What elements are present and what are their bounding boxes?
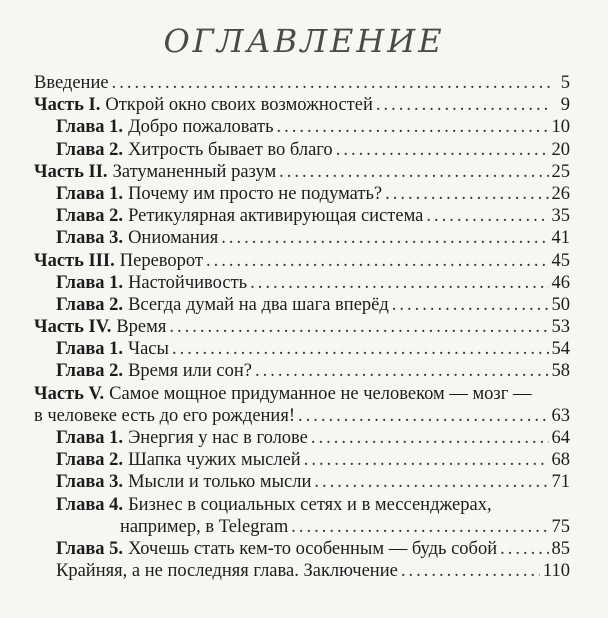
dot-leader xyxy=(172,338,549,360)
toc-entry-page: 63 xyxy=(551,405,570,426)
toc-entry-title: Добро пожаловать xyxy=(128,117,274,138)
toc-entry-title: Почему им просто не подумать? xyxy=(128,183,383,204)
dot-leader xyxy=(206,250,549,272)
toc-entry-page: 10 xyxy=(551,117,570,138)
dot-leader xyxy=(392,294,549,316)
toc-entry-title: Энергия у нас в голове xyxy=(128,428,308,448)
toc-entry-title: Мысли и только мысли xyxy=(128,472,312,493)
toc-entry-title: Самое мощное придуманное не человеком — мозг — xyxy=(109,383,532,404)
toc-entry xyxy=(34,116,570,138)
toc-entry-page: 75 xyxy=(551,516,570,537)
toc-entry-title: Всегда думай на два шага вперёд xyxy=(128,294,389,315)
toc-entry-page: 9 xyxy=(560,95,570,116)
toc-entry-label: Часть III. xyxy=(34,250,115,271)
dot-leader xyxy=(500,538,548,560)
toc-entry-title: Открой окно своих возможностей xyxy=(105,95,373,116)
toc-entry-title: Бизнес в социальных сетях и в мессенджерах, xyxy=(128,494,492,515)
dot-leader xyxy=(336,139,549,161)
toc-entry xyxy=(34,272,570,294)
dot-leader xyxy=(255,360,549,382)
toc-entry-label: Глава 1. xyxy=(56,339,124,360)
toc-entry-page: 71 xyxy=(551,472,570,493)
table-of-contents xyxy=(34,72,570,582)
dot-leader xyxy=(385,183,548,205)
toc-entry-label: Часть I. xyxy=(34,95,101,116)
toc-entry-page: 85 xyxy=(551,538,570,559)
toc-entry-title: Хочешь стать кем-то особенным — будь собой xyxy=(128,538,498,559)
toc-entry xyxy=(34,427,570,449)
toc-entry-title: Введение xyxy=(34,73,109,93)
toc-entry-label: Глава 1. xyxy=(56,428,124,448)
toc-entry-title: Переворот xyxy=(119,250,203,271)
dot-leader xyxy=(298,405,548,427)
dot-leader xyxy=(277,116,549,138)
dot-leader xyxy=(314,471,548,493)
toc-entry-label: Глава 1. xyxy=(56,272,124,293)
toc-entry xyxy=(34,72,570,94)
toc-entry-label: Глава 3. xyxy=(56,472,124,493)
toc-entry-label: Часть II. xyxy=(34,161,108,182)
toc-entry-label: Глава 4. xyxy=(56,494,124,515)
toc-entry xyxy=(34,294,570,316)
toc-entry-label: Глава 2. xyxy=(56,206,124,227)
toc-entry-title: в человеке есть до его рождения! xyxy=(34,405,296,426)
toc-entry xyxy=(34,338,570,360)
toc-entry-page: 53 xyxy=(551,317,570,338)
toc-entry xyxy=(34,250,570,272)
toc-entry-page: 50 xyxy=(551,294,570,315)
dot-leader xyxy=(250,272,548,294)
toc-entry-title: Настойчивость xyxy=(128,272,248,293)
toc-entry-continuation xyxy=(34,516,570,538)
toc-entry xyxy=(34,183,570,205)
toc-entry-title: Шапка чужих мыслей xyxy=(128,450,301,471)
toc-entry-page: 68 xyxy=(551,450,570,471)
toc-entry xyxy=(34,360,570,382)
toc-entry-page: 64 xyxy=(551,428,570,448)
dot-leader xyxy=(304,449,549,471)
toc-entry-title: Время или сон? xyxy=(128,361,252,382)
toc-entry-title: Ретикулярная активирующая система xyxy=(128,206,424,227)
dot-leader xyxy=(221,227,548,249)
toc-entry-page: 46 xyxy=(551,272,570,293)
dot-leader xyxy=(291,516,548,538)
toc-entry-title: например, в Telegram xyxy=(120,516,289,537)
toc-entry-label: Глава 1. xyxy=(56,183,124,204)
dot-leader xyxy=(279,161,548,183)
toc-entry-title: Ониомания xyxy=(128,228,219,249)
dot-leader xyxy=(376,94,551,116)
toc-entry-title: Время xyxy=(116,317,167,338)
toc-entry-label: Глава 3. xyxy=(56,228,124,249)
toc-entry xyxy=(34,383,570,405)
toc-entry xyxy=(34,494,570,516)
toc-entry xyxy=(34,316,570,338)
toc-entry-page: 45 xyxy=(551,250,570,271)
page-title: ОГЛАВЛЕНИЕ xyxy=(163,22,445,60)
toc-entry-page: 20 xyxy=(551,139,570,160)
toc-entry xyxy=(34,139,570,161)
toc-entry-title: Часы xyxy=(128,339,169,360)
toc-entry-page: 58 xyxy=(551,361,570,382)
dot-leader xyxy=(426,205,548,227)
toc-entry xyxy=(34,205,570,227)
toc-entry-page: 41 xyxy=(551,228,570,249)
toc-entry-continuation xyxy=(34,405,570,427)
dot-leader xyxy=(401,560,540,582)
toc-entry-page: 26 xyxy=(551,183,570,204)
toc-entry-title: Затуманенный разум xyxy=(112,161,277,182)
toc-entry xyxy=(34,94,570,116)
dot-leader xyxy=(311,427,549,449)
toc-entry-label: Глава 5. xyxy=(56,538,124,559)
toc-entry-label: Глава 2. xyxy=(56,450,124,471)
toc-entry-title: Крайняя, а не последняя глава. Заключение xyxy=(56,561,398,582)
toc-entry-page: 5 xyxy=(560,73,570,93)
toc-entry-title: Хитрость бывает во благо xyxy=(128,139,333,160)
toc-entry xyxy=(34,560,570,582)
dot-leader xyxy=(112,72,551,94)
toc-entry-page: 110 xyxy=(542,561,570,582)
toc-entry xyxy=(34,471,570,493)
toc-entry-label: Глава 2. xyxy=(56,139,124,160)
toc-entry-page: 54 xyxy=(551,339,570,360)
toc-entry-page: 25 xyxy=(551,161,570,182)
toc-entry-label: Часть V. xyxy=(34,383,105,404)
toc-entry-label: Глава 2. xyxy=(56,361,124,382)
toc-entry-page: 35 xyxy=(551,206,570,227)
toc-entry xyxy=(34,538,570,560)
toc-entry-label: Часть IV. xyxy=(34,317,112,338)
dot-leader xyxy=(169,316,548,338)
toc-entry xyxy=(34,161,570,183)
toc-entry xyxy=(34,449,570,471)
toc-entry xyxy=(34,227,570,249)
toc-entry-label: Глава 1. xyxy=(56,117,124,138)
toc-entry-label: Глава 2. xyxy=(56,294,124,315)
